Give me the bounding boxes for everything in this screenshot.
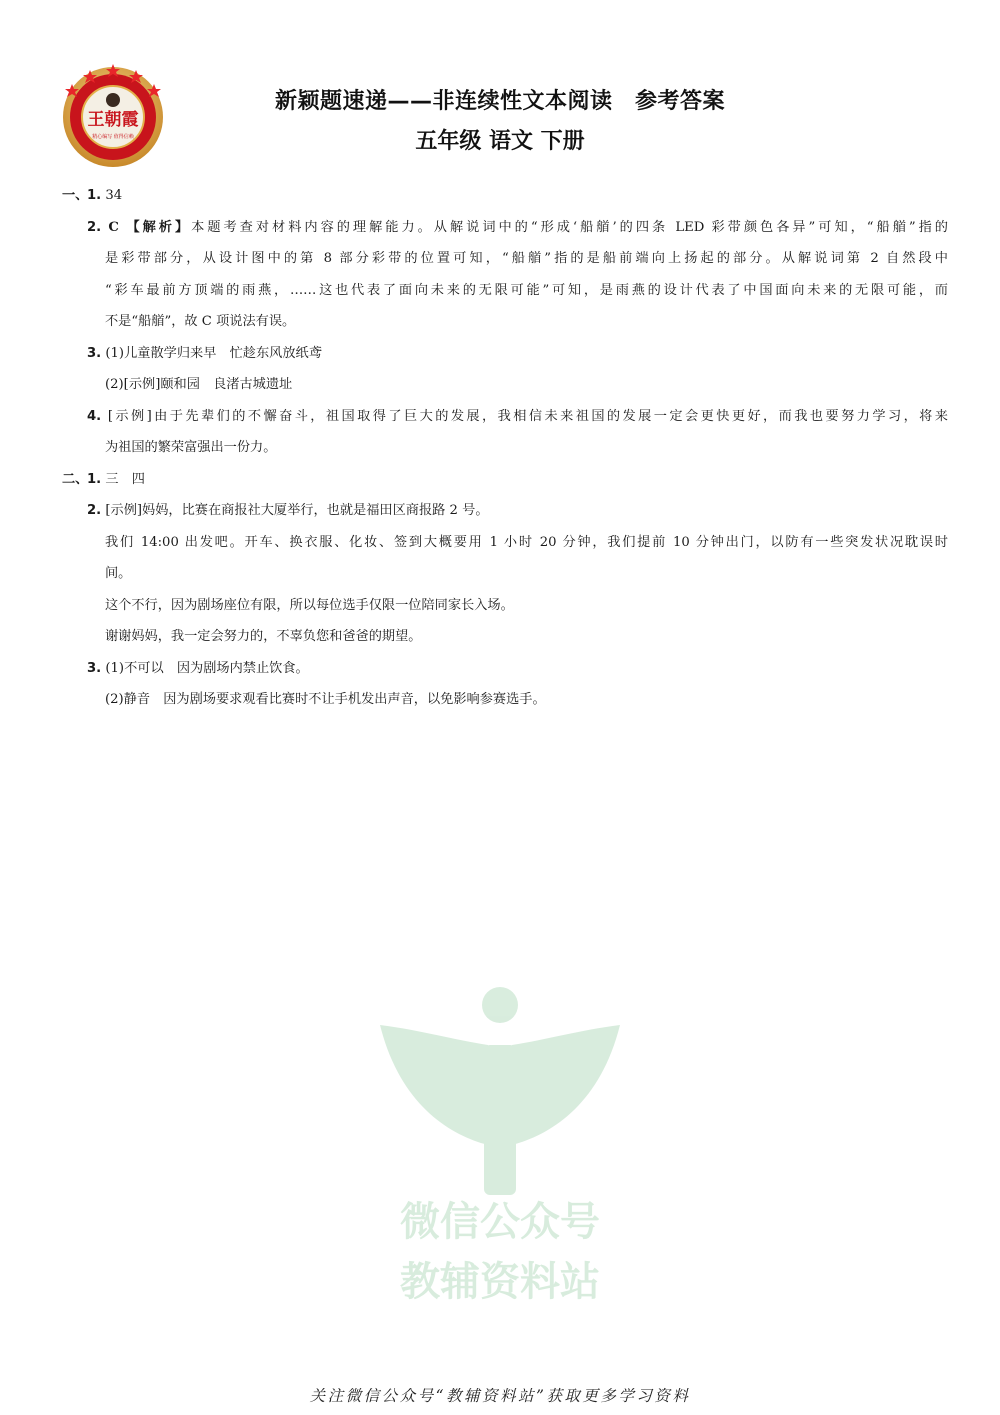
s2-q2-line1: [62, 495, 948, 527]
watermark-leaf-left-icon: [380, 1025, 488, 1145]
answer-text: 为祖国的繁荣富强出一份力。: [105, 440, 277, 455]
answer-text: (2)[示例]颐和园 良渚古城遗址: [105, 377, 293, 392]
section-label: 一、: [62, 188, 89, 203]
s2-q1: [62, 464, 948, 496]
s1-q4-line2: [62, 432, 948, 464]
answer-content: [62, 180, 948, 716]
question-number: 1.: [87, 188, 102, 203]
watermark-line2: 教辅资料站: [400, 1259, 600, 1305]
s1-q2-line2: [62, 243, 948, 275]
answer-text: [示例]妈妈，比赛在商报社大厦举行，也就是福田区商报路 2 号。: [105, 503, 489, 518]
answer-text: 不是“船艏”，故 C 项说法有误。: [105, 314, 296, 329]
s1-q3-line2: [62, 369, 948, 401]
answer-text: 34: [105, 188, 123, 203]
question-number: 2.: [87, 219, 102, 235]
answer-text: (1)儿童散学归来早 忙趁东风放纸鸢: [105, 345, 322, 361]
s2-q3-line2: [62, 684, 948, 716]
s1-q1: [62, 180, 948, 212]
question-number: 3.: [87, 345, 102, 361]
logo-text: 王朝霞: [87, 110, 139, 130]
s1-q3-line1: [62, 338, 948, 370]
page-title: 新颖题速递——非连续性文本阅读 参考答案: [274, 89, 725, 114]
s2-q3-line1: [62, 653, 948, 685]
s1-q2-line4: [62, 306, 948, 338]
section-label: 二、: [62, 471, 89, 487]
page-subtitle: 五年级 语文 下册: [415, 129, 585, 154]
answer-text: 是彩带部分，从设计图中的第 8 部分彩带的位置可知，“船艏”指的是船前端向上扬起的部分。从解说词第 2 自然段中: [105, 251, 948, 266]
s2-q2-line3: [62, 558, 948, 590]
question-number: 3.: [87, 660, 102, 676]
s2-q2-line5: [62, 621, 948, 653]
answer-text: 本题考查对材料内容的理解能力。从解说词中的“形成‘船艏’的四条 LED 彩带颜色各异”可知，“船艏”指的: [191, 219, 948, 235]
answer-text: [示例]由于先辈们的不懈奋斗，祖国取得了巨大的发展，我相信未来祖国的发展一定会更快更好，而我也要努力学习，将来: [107, 408, 948, 424]
answer-text: 这个不行，因为剧场座位有限，所以每位选手仅限一位陪同家长入场。: [105, 597, 514, 613]
answer-text: (2)静音 因为剧场要求观看比赛时不让手机发出声音，以免影响参赛选手。: [105, 692, 546, 707]
footer-note: 关注微信公众号“教辅资料站”获取更多学习资料: [309, 1387, 691, 1405]
answer-text: “彩车最前方顶端的雨燕，……这也代表了面向未来的无限可能”可知，是雨燕的设计代表了中国面向未来的无限可能，而: [105, 282, 948, 298]
publisher-logo: [60, 62, 166, 168]
answer-text: 我们 14:00 出发吧。开车、换衣服、化妆、签到大概要用 1 小时 20 分钟，我们提前 10 分钟出门，以防有一些突发状况耽误时: [105, 534, 948, 550]
watermark-head-icon: [482, 987, 518, 1023]
watermark-stem-icon: [484, 1045, 516, 1195]
answer-prefix: C 【解析】: [108, 219, 192, 235]
s1-q4-line1: [62, 401, 948, 433]
question-number: 1.: [87, 471, 102, 487]
answer-text: 间。: [105, 566, 132, 581]
s2-q2-line2: [62, 527, 948, 559]
question-number: 2.: [87, 503, 102, 518]
watermark-leaf-right-icon: [512, 1025, 620, 1145]
answer-text: 谢谢妈妈，我一定会努力的，不辜负您和爸爸的期望。: [105, 629, 422, 644]
watermark: [360, 985, 640, 1315]
answer-text: (1)不可以 因为剧场内禁止饮食。: [105, 660, 309, 676]
s1-q2-line1: [62, 212, 948, 244]
logo-subtext: 精心编写 值得信赖: [92, 134, 134, 140]
s1-q2-line3: [62, 275, 948, 307]
question-number: 4.: [87, 408, 102, 424]
watermark-line1: 微信公众号: [400, 1199, 600, 1245]
s2-q2-line4: [62, 590, 948, 622]
answer-text: 三 四: [105, 471, 145, 487]
